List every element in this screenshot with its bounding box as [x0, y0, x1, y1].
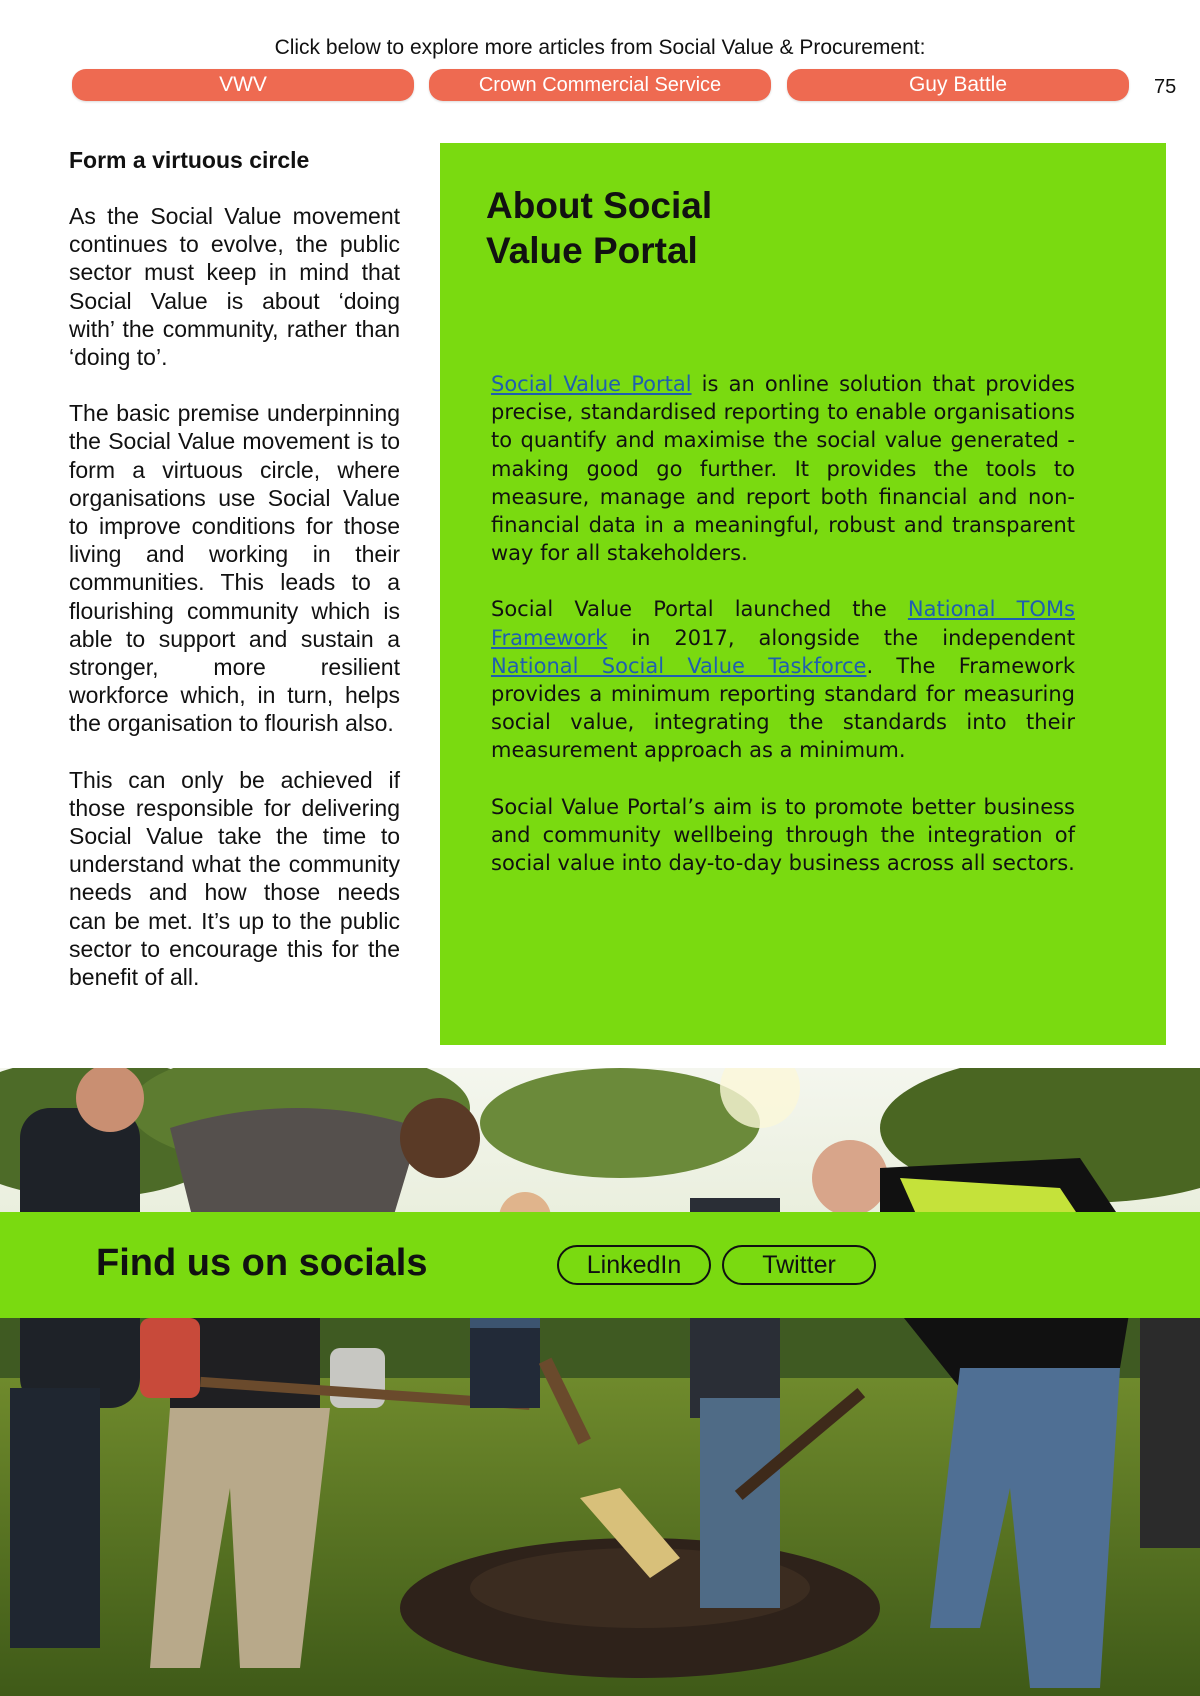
about-paragraph-1: [491, 370, 1075, 567]
national-toms-framework-link[interactable]: National TOMs Framework: [491, 597, 1075, 650]
about-text: . The Framework provides a minimum reporting standard for measuring social value, integrating the standards into their measurement approach as a minimum.: [491, 653, 1075, 763]
paragraph-3: This can only be achieved if those responsible for delivering Social Value take the time to understand what the community needs and how those needs can be met. It’s up to the public sector to encourage this for the benefit of all.: [69, 766, 400, 991]
photo-illustration: [0, 1068, 1200, 1696]
left-column-article: [69, 146, 400, 1019]
paragraph-1: As the Social Value movement continues to evolve, the public sector must keep in mind that Social Value is about ‘doing with’ the community, rather than ‘doing to’.: [69, 203, 400, 371]
page-number: 75: [1154, 76, 1177, 98]
about-body: [491, 370, 1075, 905]
about-paragraph-2: [491, 595, 1075, 764]
article-link-guy-battle[interactable]: Guy Battle: [787, 69, 1129, 101]
social-value-portal-link[interactable]: Social Value Portal: [491, 372, 692, 396]
about-text: is an online solution that provides precise, standardised reporting to enable organisations to quantify and maximise the social value generated - making good go further. It provides the tools to measure, manage and report both financial and non-financial data in a meaningful, robust and transparent way for all stakeholders.: [491, 372, 1075, 566]
paragraph-2: The basic premise underpinning the Social Value movement is to form a virtuous circle, where organisations use Social Value to improve conditions for those living and working in their communities. This leads to a flourishing community which is able to support and sustain a stronger, more resilient workforce which, in turn, helps the organisation to flourish also.: [69, 400, 400, 737]
twitter-button[interactable]: Twitter: [722, 1245, 876, 1285]
article-link-crown-commercial-service[interactable]: Crown Commercial Service: [429, 69, 771, 101]
section-heading: Form a virtuous circle: [69, 147, 310, 173]
socials-title: Find us on socials: [96, 1242, 428, 1284]
about-title: About Social Value Portal: [486, 185, 713, 271]
explore-prompt: Click below to explore more articles from Social Value & Procurement:: [274, 36, 926, 59]
national-social-value-taskforce-link[interactable]: National Social Value Taskforce: [491, 653, 867, 678]
article-link-vwv[interactable]: VWV: [72, 69, 414, 101]
about-panel: [440, 143, 1166, 1045]
about-text: in 2017, alongside the independent: [607, 625, 1075, 650]
tree-planting-photo: [0, 1068, 1200, 1696]
about-paragraph-3: Social Value Portal’s aim is to promote better business and community wellbeing through the integration of social value into day-to-day business across all sectors.: [491, 794, 1075, 876]
linkedin-button[interactable]: LinkedIn: [557, 1245, 711, 1285]
about-text: Social Value Portal launched the: [491, 597, 908, 622]
